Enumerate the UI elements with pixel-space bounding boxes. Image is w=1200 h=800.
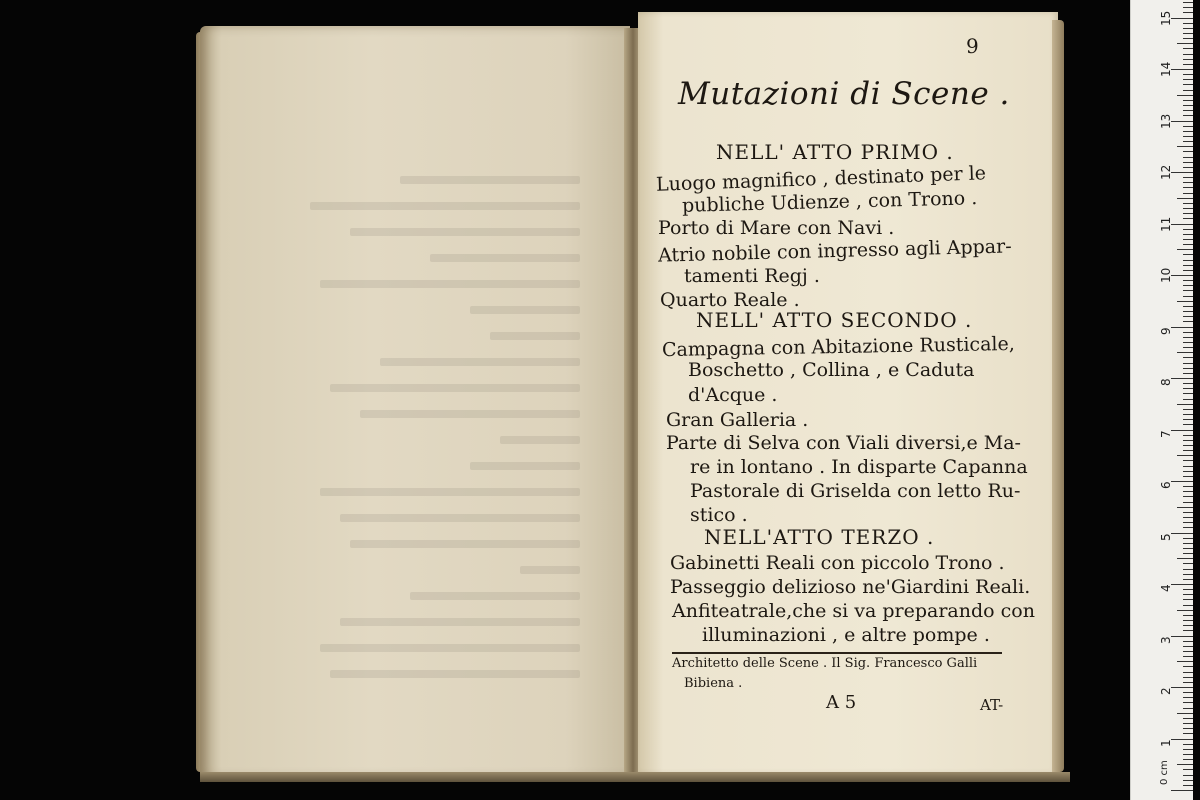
ruler-number: 10: [1159, 267, 1173, 283]
ruler-tick: [1183, 115, 1193, 116]
page-number: 9: [966, 34, 979, 58]
ruler-tick: [1183, 414, 1193, 415]
ruler-tick: [1183, 625, 1193, 626]
left-page: [200, 26, 630, 778]
ruler-tick: [1183, 641, 1193, 642]
ruler-tick: [1183, 471, 1193, 472]
ruler-tick: [1183, 605, 1193, 606]
text-line: Porto di Mare con Navi .: [658, 217, 895, 239]
ruler-tick: [1183, 502, 1193, 503]
ruler-tick: [1183, 440, 1193, 441]
ruler-tick: [1183, 254, 1193, 255]
bleed-through-text: [200, 26, 630, 778]
ruler-tick: [1183, 167, 1193, 168]
footnote-rule: [672, 652, 1002, 654]
ruler-tick: [1183, 229, 1193, 230]
ruler-number: 4: [1159, 584, 1173, 592]
ruler-tick: [1183, 48, 1193, 49]
ruler-number: 15: [1159, 10, 1173, 26]
ruler-tick: [1183, 388, 1193, 389]
ruler-tick: [1183, 527, 1193, 528]
text-line: stico .: [690, 504, 748, 526]
ruler-tick: [1183, 126, 1193, 127]
ruler-tick: [1183, 131, 1193, 132]
ruler-tick: [1183, 347, 1193, 348]
ruler-tick: [1171, 18, 1193, 19]
ruler-tick: [1183, 332, 1193, 333]
ruler-tick: [1183, 476, 1193, 477]
text-line: Boschetto , Collina , e Caduta: [688, 359, 975, 381]
ruler-tick: [1183, 677, 1193, 678]
ruler-tick: [1183, 393, 1193, 394]
ruler-tick: [1183, 306, 1193, 307]
ruler-tick: [1183, 265, 1193, 266]
ruler-tick: [1183, 368, 1193, 369]
ruler-tick: [1183, 28, 1193, 29]
ruler-number: 7: [1159, 429, 1173, 438]
ruler-tick: [1183, 466, 1193, 467]
ruler-tick: [1177, 764, 1193, 765]
ruler-tick: [1183, 744, 1193, 745]
ruler-number: 8: [1159, 378, 1173, 386]
ruler-number: 1: [1159, 738, 1173, 747]
ruler-tick: [1183, 399, 1193, 400]
ruler-tick: [1183, 311, 1193, 312]
ruler-tick: [1183, 538, 1193, 539]
act-heading-3: NELL'ATTO TERZO .: [704, 525, 935, 549]
ruler-tick: [1183, 23, 1193, 24]
ruler-tick: [1183, 290, 1193, 291]
ruler-number: 2: [1159, 687, 1173, 695]
footnote-line: Bibiena .: [684, 676, 743, 691]
text-line: re in lontano . In disparte Capanna: [690, 456, 1028, 478]
ruler-tick: [1183, 2, 1193, 3]
ruler-tick: [1183, 548, 1193, 549]
ruler-number: 9: [1159, 326, 1173, 335]
ruler-tick: [1183, 151, 1193, 152]
text-line: Campagna con Abitazione Rusticale,: [661, 332, 1015, 362]
ruler-tick: [1183, 136, 1193, 137]
ruler-tick: [1183, 697, 1193, 698]
signature-mark: A 5: [826, 692, 857, 713]
ruler-tick: [1183, 239, 1193, 240]
ruler-tick: [1183, 419, 1193, 420]
ruler-tick: [1183, 599, 1193, 600]
ruler-tick: [1183, 486, 1193, 487]
ruler-tick: [1171, 430, 1193, 431]
ruler-tick: [1183, 553, 1193, 554]
ruler-tick: [1183, 646, 1193, 647]
ruler-tick: [1183, 615, 1193, 616]
ruler-tick: [1183, 7, 1193, 8]
ruler-tick: [1183, 208, 1193, 209]
catchword: AT-: [980, 696, 1004, 714]
book-bottom-edge: [200, 772, 1070, 782]
book-right-edge: [1052, 20, 1064, 772]
ruler-tick: [1183, 491, 1193, 492]
ruler-tick: [1183, 780, 1193, 781]
ruler-tick: [1171, 636, 1193, 637]
ruler-tick: [1183, 666, 1193, 667]
ruler-tick: [1171, 69, 1193, 70]
ruler-tick: [1171, 481, 1193, 482]
ruler-tick: [1183, 337, 1193, 338]
text-line: tamenti Regj .: [684, 265, 820, 287]
ruler-tick: [1171, 327, 1193, 328]
ruler-tick: [1183, 692, 1193, 693]
ruler-tick: [1183, 90, 1193, 91]
ruler-tick: [1183, 363, 1193, 364]
ruler-tick: [1183, 234, 1193, 235]
ruler-tick: [1183, 12, 1193, 13]
ruler-tick: [1183, 141, 1193, 142]
ruler-tick: [1171, 739, 1193, 740]
ruler-tick: [1183, 187, 1193, 188]
ruler-tick: [1183, 38, 1193, 39]
ruler-tick: [1177, 558, 1193, 559]
ruler-number: 13: [1159, 113, 1173, 129]
ruler-tick: [1183, 594, 1193, 595]
measuring-ruler: [1130, 0, 1193, 800]
ruler-number: 11: [1159, 216, 1173, 232]
text-line: Luogo magnifico , destinato per le: [655, 162, 987, 196]
text-line: Passeggio delizioso ne'Giardini Reali.: [670, 576, 1031, 598]
ruler-tick: [1183, 177, 1193, 178]
ruler-tick: [1183, 522, 1193, 523]
ruler-tick: [1183, 759, 1193, 760]
ruler-tick: [1183, 193, 1193, 194]
ruler-number: 14: [1159, 61, 1173, 77]
ruler-tick: [1183, 785, 1193, 786]
text-line: Anfiteatrale,che si va preparando con: [672, 600, 1035, 622]
ruler-tick: [1183, 723, 1193, 724]
ruler-tick: [1183, 574, 1193, 575]
ruler-tick: [1183, 450, 1193, 451]
ruler-tick: [1183, 728, 1193, 729]
page-title: Mutazioni di Scene .: [678, 76, 1010, 112]
ruler-tick: [1183, 769, 1193, 770]
text-line: d'Acque .: [688, 384, 778, 406]
ruler-tick: [1183, 383, 1193, 384]
ruler-tick: [1171, 378, 1193, 379]
ruler-unit: 0 cm: [1159, 760, 1170, 785]
ruler-tick: [1171, 121, 1193, 122]
ruler-tick: [1183, 496, 1193, 497]
ruler-tick: [1177, 301, 1193, 302]
ruler-tick: [1183, 373, 1193, 374]
ruler-tick: [1183, 651, 1193, 652]
ruler-tick: [1183, 110, 1193, 111]
ruler-tick: [1183, 445, 1193, 446]
text-line: Atrio nobile con ingresso agli Appar-: [657, 235, 1012, 267]
ruler-tick: [1177, 610, 1193, 611]
ruler-tick: [1183, 105, 1193, 106]
ruler-tick: [1171, 224, 1193, 225]
ruler-tick: [1171, 533, 1193, 534]
ruler-tick: [1183, 342, 1193, 343]
ruler-tick: [1183, 357, 1193, 358]
ruler-tick: [1183, 260, 1193, 261]
ruler-tick: [1183, 285, 1193, 286]
ruler-tick: [1183, 460, 1193, 461]
ruler-tick: [1183, 754, 1193, 755]
ruler-tick: [1177, 146, 1193, 147]
ruler-tick: [1183, 296, 1193, 297]
ruler-tick: [1183, 270, 1193, 271]
ruler-tick: [1183, 656, 1193, 657]
ruler-tick: [1183, 157, 1193, 158]
ruler-tick: [1183, 569, 1193, 570]
ruler-tick: [1171, 172, 1193, 173]
ruler-tick: [1177, 249, 1193, 250]
act-heading-1: NELL' ATTO PRIMO .: [716, 140, 954, 164]
text-line: Gabinetti Reali con piccolo Trono .: [670, 552, 1005, 574]
ruler-tick: [1177, 507, 1193, 508]
ruler-tick: [1183, 79, 1193, 80]
ruler-tick: [1183, 543, 1193, 544]
ruler-tick: [1183, 244, 1193, 245]
ruler-tick: [1183, 775, 1193, 776]
ruler-tick: [1183, 409, 1193, 410]
ruler-tick: [1183, 563, 1193, 564]
ruler-tick: [1183, 702, 1193, 703]
ruler-tick: [1171, 687, 1193, 688]
ruler-tick: [1183, 213, 1193, 214]
ruler-tick: [1183, 203, 1193, 204]
footnote-line: Architetto delle Scene . Il Sig. Francesco Galli: [672, 656, 978, 671]
ruler-tick: [1171, 790, 1193, 791]
ruler-tick: [1183, 424, 1193, 425]
ruler-number: 6: [1159, 481, 1173, 489]
ruler-tick: [1177, 455, 1193, 456]
text-line: Parte di Selva con Viali diversi,e Ma-: [666, 432, 1021, 454]
text-line: Quarto Reale .: [660, 289, 800, 311]
ruler-number: 12: [1159, 164, 1173, 180]
ruler-tick: [1183, 100, 1193, 101]
act-heading-2: NELL' ATTO SECONDO .: [696, 308, 973, 332]
ruler-tick: [1183, 74, 1193, 75]
ruler-tick: [1183, 316, 1193, 317]
ruler-tick: [1177, 43, 1193, 44]
ruler-tick: [1183, 182, 1193, 183]
text-line: Pastorale di Griselda con letto Ru-: [690, 480, 1021, 502]
ruler-tick: [1177, 95, 1193, 96]
ruler-tick: [1183, 733, 1193, 734]
ruler-number: 5: [1159, 532, 1173, 541]
ruler-tick: [1183, 672, 1193, 673]
ruler-tick: [1183, 64, 1193, 65]
ruler-tick: [1177, 198, 1193, 199]
ruler-tick: [1171, 275, 1193, 276]
ruler-tick: [1183, 33, 1193, 34]
ruler-tick: [1177, 404, 1193, 405]
text-line: illuminazioni , e altre pompe .: [702, 624, 990, 646]
ruler-tick: [1183, 517, 1193, 518]
ruler-tick: [1183, 59, 1193, 60]
ruler-tick: [1183, 682, 1193, 683]
ruler-tick: [1183, 630, 1193, 631]
ruler-tick: [1183, 84, 1193, 85]
ruler-tick: [1177, 661, 1193, 662]
ruler-tick: [1171, 584, 1193, 585]
ruler-tick: [1183, 54, 1193, 55]
ruler-number: 3: [1159, 635, 1173, 644]
ruler-tick: [1183, 162, 1193, 163]
ruler-tick: [1183, 589, 1193, 590]
text-line: publiche Udienze , con Trono .: [681, 187, 978, 217]
ruler-tick: [1183, 718, 1193, 719]
ruler-tick: [1183, 218, 1193, 219]
ruler-tick: [1183, 321, 1193, 322]
ruler-tick: [1177, 713, 1193, 714]
ruler-tick: [1183, 749, 1193, 750]
ruler-tick: [1183, 620, 1193, 621]
ruler-tick: [1177, 352, 1193, 353]
ruler-tick: [1183, 708, 1193, 709]
text-line: Gran Galleria .: [666, 409, 809, 431]
ruler-tick: [1183, 280, 1193, 281]
ruler-tick: [1183, 579, 1193, 580]
ruler-tick: [1183, 435, 1193, 436]
ruler-tick: [1183, 512, 1193, 513]
